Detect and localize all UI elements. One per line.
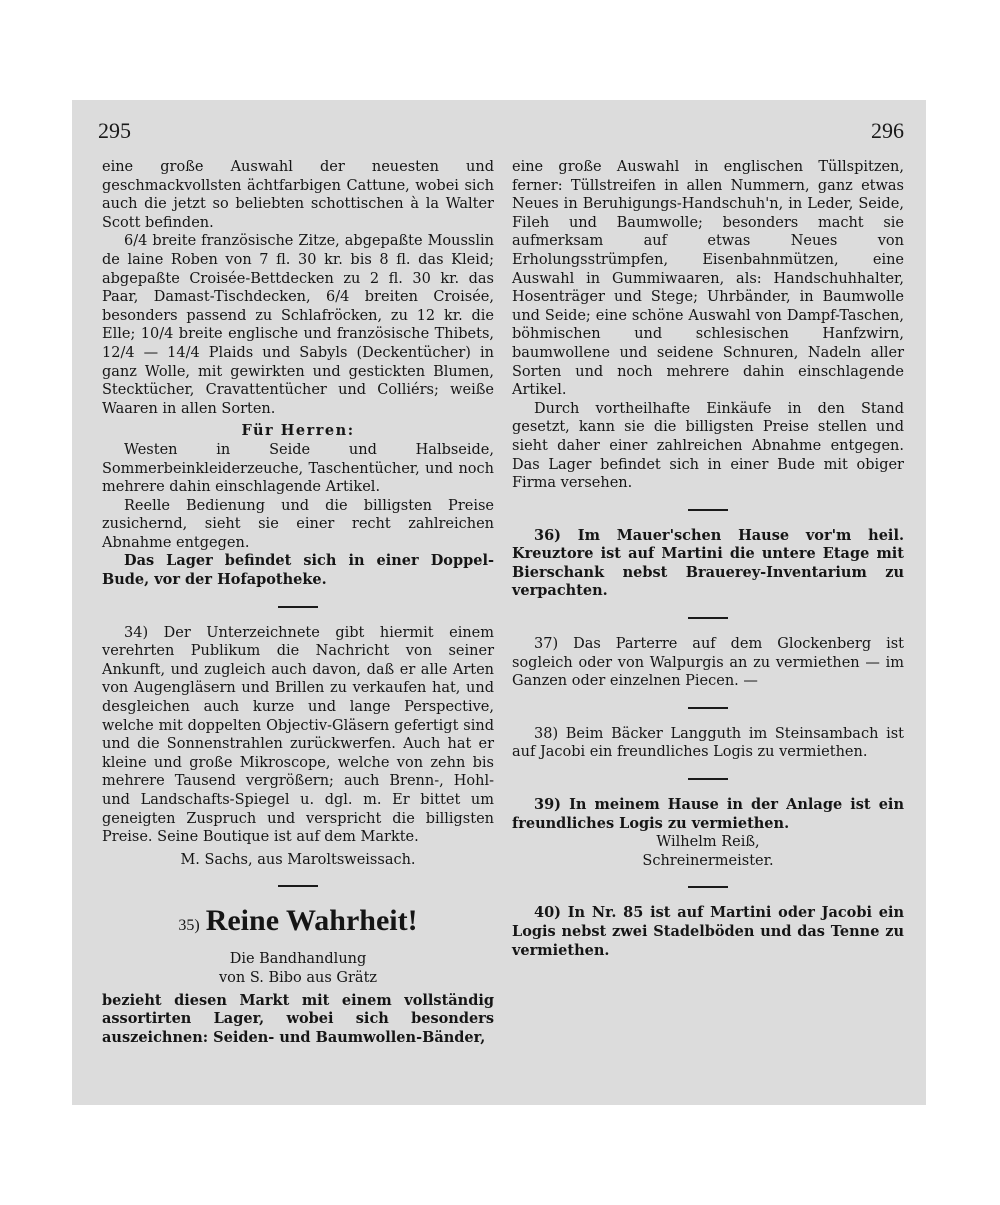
advert-39-signature-name: Wilhelm Reiß, <box>656 834 760 851</box>
left-paragraph-2: 6/4 breite französische Zitze, abgepaßte Mousslin de laine Roben von 7 fl. 30 kr. bis 8 fl. das Kleid; abgepaßte Croisée-Bettdecken zu 2 fl. 30 kr. das Paar, Damast-Tischdecken, 6/4 breiten Croisée, besonders passend zu Schlafröcken, zu 12 kr. die Elle; 10/4 breite englische und französische Thibets, 12/4 — 14/4 Plaids und Sabyls (Deckentücher) in ganz Wolle, mit gewirkten und gestickten Blumen, Stecktücher, Cravattentücher und Colliérs; weiße Waaren in allen Sorten. <box>102 233 494 417</box>
divider-rule <box>688 886 728 888</box>
advert-34-signature: M. Sachs, aus Maroltsweissach. <box>180 851 416 868</box>
left-paragraph-1: eine große Auswahl der neuesten und geschmackvollsten ächtfarbigen Cattune, wobei sich auch die jetzt so beliebten schottischen à la Walter Scott befinden. <box>102 159 494 231</box>
advert-35-title: Reine Wahrheit! <box>205 904 418 938</box>
left-paragraph-4: Reelle Bedienung und die billigsten Preise zusichernd, sieht sie einer recht zahlreichen Abnahme entgegen. <box>102 497 494 551</box>
advert-35-text: bezieht diesen Markt mit einem vollständig assortirten Lager, wobei sich besonders auszeichnen: Seiden- und Baumwollen-Bänder, <box>102 991 494 1046</box>
advert-40-text: 40) In Nr. 85 ist auf Martini oder Jacobi ein Logis nebst zwei Stadelböden und das Tenne zu vermiethen. <box>512 904 904 959</box>
right-paragraph-2: Durch vortheilhafte Einkäufe in den Stand gesetzt, kann sie die billigsten Preise stellen und sieht daher einer zahlreichen Abnahme entgegen. Das Lager befindet sich in einer Bude mit obiger Firma versehen. <box>512 400 904 492</box>
left-column <box>102 158 494 1088</box>
divider-rule <box>278 606 318 608</box>
advert-37-text: 37) Das Parterre auf dem Glockenberg ist sogleich oder von Walpurgis an zu vermiethen — im Ganzen oder einzelnen Piecen. — <box>512 636 904 690</box>
divider-rule <box>688 509 728 511</box>
left-paragraph-5: Das Lager befindet sich in einer Doppel-Bude, vor der Hofapotheke. <box>102 552 494 589</box>
right-paragraph-1: eine große Auswahl in englischen Tüllspitzen, ferner: Tüllstreifen in allen Nummern, ganz etwas Neues in Beruhigungs-Handschuh'n, in Leder, Seide, Fileh und Baumwolle; besonders macht sie aufmerksam auf etwas Neues von Erholungsstrümpfen, Eisenbahnmützen, eine Auswahl in Gummiwaaren, als: Handschuhhalter, Hosenträger und Stege; Uhrbänder, in Baumwolle und Seide; eine schöne Auswahl von Dampf-Taschen, böhmischen und schlesischen Hanfzwirn, baumwollene und seidene Schnuren, Nadeln aller Sorten und noch mehrere dahin einschlagende Artikel. <box>512 159 904 399</box>
page-number-left: 295 <box>98 118 131 143</box>
advert-36-text: 36) Im Mauer'schen Hause vor'm heil. Kreuztore ist auf Martini die untere Etage mit Bierschank nebst Brauerey-Inventarium zu verpachten. <box>512 526 904 600</box>
advert-38-text: 38) Beim Bäcker Langguth im Steinsambach ist auf Jacobi ein freundliches Logis zu vermiethen. <box>512 725 904 761</box>
advert-35-subtitle-2: von S. Bibo aus Grätz <box>218 969 378 986</box>
advert-35-subtitle-1: Die Bandhandlung <box>229 951 367 968</box>
divider-rule <box>278 885 318 887</box>
advert-39-signature-title: Schreinermeister. <box>642 852 774 869</box>
heading-herren: Für Herren: <box>241 422 355 440</box>
divider-rule <box>688 778 728 780</box>
divider-rule <box>688 617 728 619</box>
advert-35-heading <box>102 903 494 944</box>
divider-rule <box>688 707 728 709</box>
advert-35-number: 35) <box>178 917 200 935</box>
advert-34-text: 34) Der Unterzeichnete gibt hiermit einem verehrten Publikum die Nachricht von seiner Ankunft, und zugleich auch davon, daß er alle Arten von Augengläsern und Brillen zu verkaufen hat, und desgleichen auch kurze und lange Perspective, welche mit doppelten Objectiv-Gläsern gefertigt sind und die Sonnenstrahlen zurückwerfen. Auch hat er kleine und große Mikroscope, welche von zehn bis mehrere Tausend vergrößern; auch Brenn-, Hohl- und Landschafts-Spiegel u. dgl. m. Er bittet um geneigten Zuspruch und verspricht die billigsten Preise. Seine Boutique ist auf dem Markte. <box>102 624 494 846</box>
scanned-page-spread <box>72 100 926 1105</box>
advert-39-text: 39) In meinem Hause in der Anlage ist ein freundliches Logis zu vermiethen. <box>512 796 904 832</box>
left-paragraph-3: Westen in Seide und Halbseide, Sommerbeinkleiderzeuche, Taschentücher, und noch mehrere dahin einschlagende Artikel. <box>102 441 494 496</box>
right-column <box>512 158 904 1088</box>
page-number-right: 296 <box>871 118 904 143</box>
